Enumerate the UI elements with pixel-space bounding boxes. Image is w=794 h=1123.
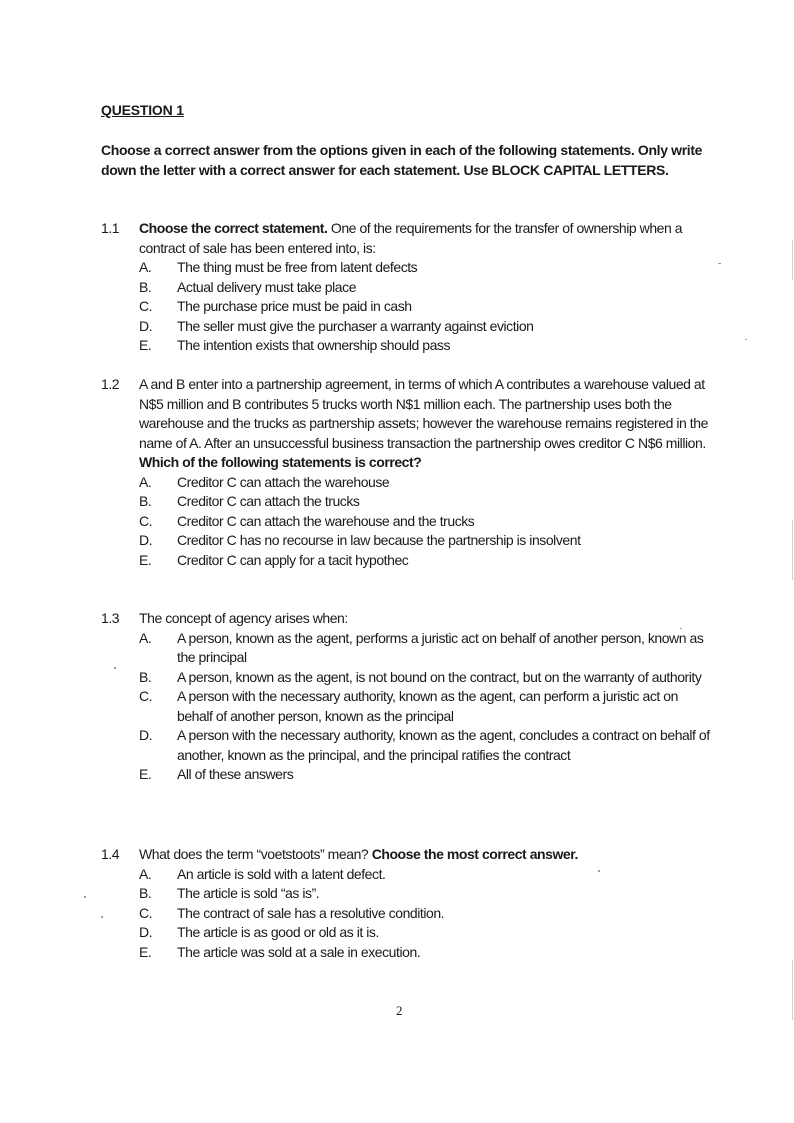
scan-speck [598, 870, 600, 872]
stem-text: A and B enter into a partnership agreement, in terms of which A contributes a warehouse valued at N$5 million and B contributes 5 trucks worth N$1 million each. The partnership uses both the warehouse and the trucks as partnership assets; however the warehouse remains registered in the name of A. After an unsuccessful business transaction the partnership owes creditor C N$6 million. [139, 376, 708, 451]
question-number: 1.3 [101, 610, 120, 626]
scan-speck [792, 520, 793, 580]
option-letter: E. [139, 766, 152, 782]
option-letter: B. [139, 278, 152, 295]
question-1-3 [101, 609, 711, 785]
option-letter: B. [139, 668, 152, 685]
option-a [139, 629, 711, 668]
scan-speck [114, 667, 116, 669]
option-letter: C. [139, 512, 153, 529]
option-a [139, 865, 711, 885]
option-d [139, 317, 711, 337]
option-e [139, 551, 711, 571]
options-list [101, 629, 711, 785]
stem-text: The concept of agency arises when: [139, 610, 348, 626]
option-e [139, 765, 711, 785]
option-d [139, 531, 711, 551]
question-stem [139, 609, 711, 629]
option-c [139, 904, 711, 924]
option-d [139, 923, 711, 943]
scan-speck [745, 339, 747, 340]
option-letter: A. [139, 259, 152, 275]
option-letter: B. [139, 493, 152, 509]
option-text: An article is sold with a latent defect. [177, 865, 386, 882]
option-text: A person, known as the agent, is not bound on the contract, but on the warranty of authority [177, 668, 702, 685]
option-letter: A. [139, 473, 152, 490]
scan-speck [680, 628, 682, 629]
option-letter: D. [139, 727, 153, 743]
option-text: Creditor C can attach the trucks [177, 493, 360, 509]
page-number: 2 [396, 1003, 403, 1018]
option-e [139, 336, 711, 356]
option-text: The article is as good or old as it is. [177, 924, 379, 940]
option-letter: C. [139, 688, 153, 704]
instructions-text: Choose a correct answer from the options given in each of the following statements. Only write down the letter with a correct answer for each statement. Use BLOCK CAPITAL LETTERS. [101, 142, 703, 178]
scan-speck [792, 240, 793, 280]
option-letter: D. [139, 532, 153, 548]
option-b [139, 884, 711, 904]
option-text: All of these answers [177, 766, 294, 782]
option-text: A person, known as the agent, performs a juristic act on behalf of another person, known as the principal [177, 629, 704, 665]
scan-speck [792, 960, 793, 1020]
stem-text: What does the term “voetstoots” mean? [139, 846, 372, 862]
option-text: A person with the necessary authority, known as the agent, concludes a contract on behalf of another, known as the principal, and the principal ratifies the contract [177, 727, 710, 763]
question-heading: QUESTION 1 [101, 102, 184, 118]
option-c [139, 297, 711, 317]
option-text: Actual delivery must take place [177, 278, 357, 295]
option-text: The intention exists that ownership should pass [177, 337, 451, 353]
question-number: 1.1 [101, 220, 120, 236]
stem-bold-tail: Choose the most correct answer. [371, 846, 578, 862]
question-1-1 [101, 219, 711, 356]
option-text: Creditor C has no recourse in law because the partnership is insolvent [177, 532, 581, 548]
question-1-2 [101, 375, 711, 570]
option-b [139, 668, 711, 688]
option-text: The purchase price must be paid in cash [177, 298, 412, 314]
option-letter: E. [139, 551, 152, 568]
option-text: The article is sold “as is”. [177, 885, 320, 901]
option-text: A person with the necessary authority, known as the agent, can perform a juristic act on behalf of another person, known as the principal [177, 688, 678, 724]
option-text: Creditor C can apply for a tacit hypothec [177, 551, 409, 568]
option-a [139, 473, 711, 493]
option-text: The article was sold at a sale in execution. [177, 943, 421, 960]
option-letter: E. [139, 337, 152, 353]
option-letter: B. [139, 885, 152, 901]
option-b [139, 492, 711, 512]
question-stem [139, 219, 711, 258]
question-stem [139, 845, 711, 865]
option-text: The contract of sale has a resolutive condition. [177, 904, 445, 921]
scan-speck [718, 263, 721, 264]
question-number: 1.2 [101, 376, 120, 392]
options-list [101, 258, 711, 356]
stem-text: One of the requirements for the transfer of ownership when a contract of sale has been entered into, is: [139, 220, 683, 256]
option-letter: A. [139, 865, 152, 882]
option-e [139, 943, 711, 963]
option-letter: A. [139, 629, 152, 646]
options-list [101, 865, 711, 963]
option-d [139, 726, 711, 765]
option-text: The thing must be free from latent defects [177, 259, 418, 275]
option-text: Creditor C can attach the warehouse [177, 473, 390, 490]
option-c [139, 687, 711, 726]
option-text: Creditor C can attach the warehouse and the trucks [177, 512, 475, 529]
option-letter: C. [139, 904, 153, 921]
option-a [139, 258, 711, 278]
option-b [139, 278, 711, 298]
scan-speck [84, 896, 86, 898]
option-letter: D. [139, 317, 153, 334]
question-stem [139, 375, 711, 473]
options-list [101, 473, 711, 571]
option-letter: D. [139, 924, 153, 940]
option-letter: C. [139, 298, 153, 314]
option-c [139, 512, 711, 532]
option-letter: E. [139, 943, 152, 960]
scan-speck [101, 916, 103, 918]
option-text: The seller must give the purchaser a warranty against eviction [177, 317, 534, 334]
stem-bold-tail: Which of the following statements is correct? [139, 454, 422, 470]
question-1-4 [101, 845, 711, 962]
stem-bold-lead: Choose the correct statement. [139, 220, 328, 236]
question-number: 1.4 [101, 846, 120, 862]
